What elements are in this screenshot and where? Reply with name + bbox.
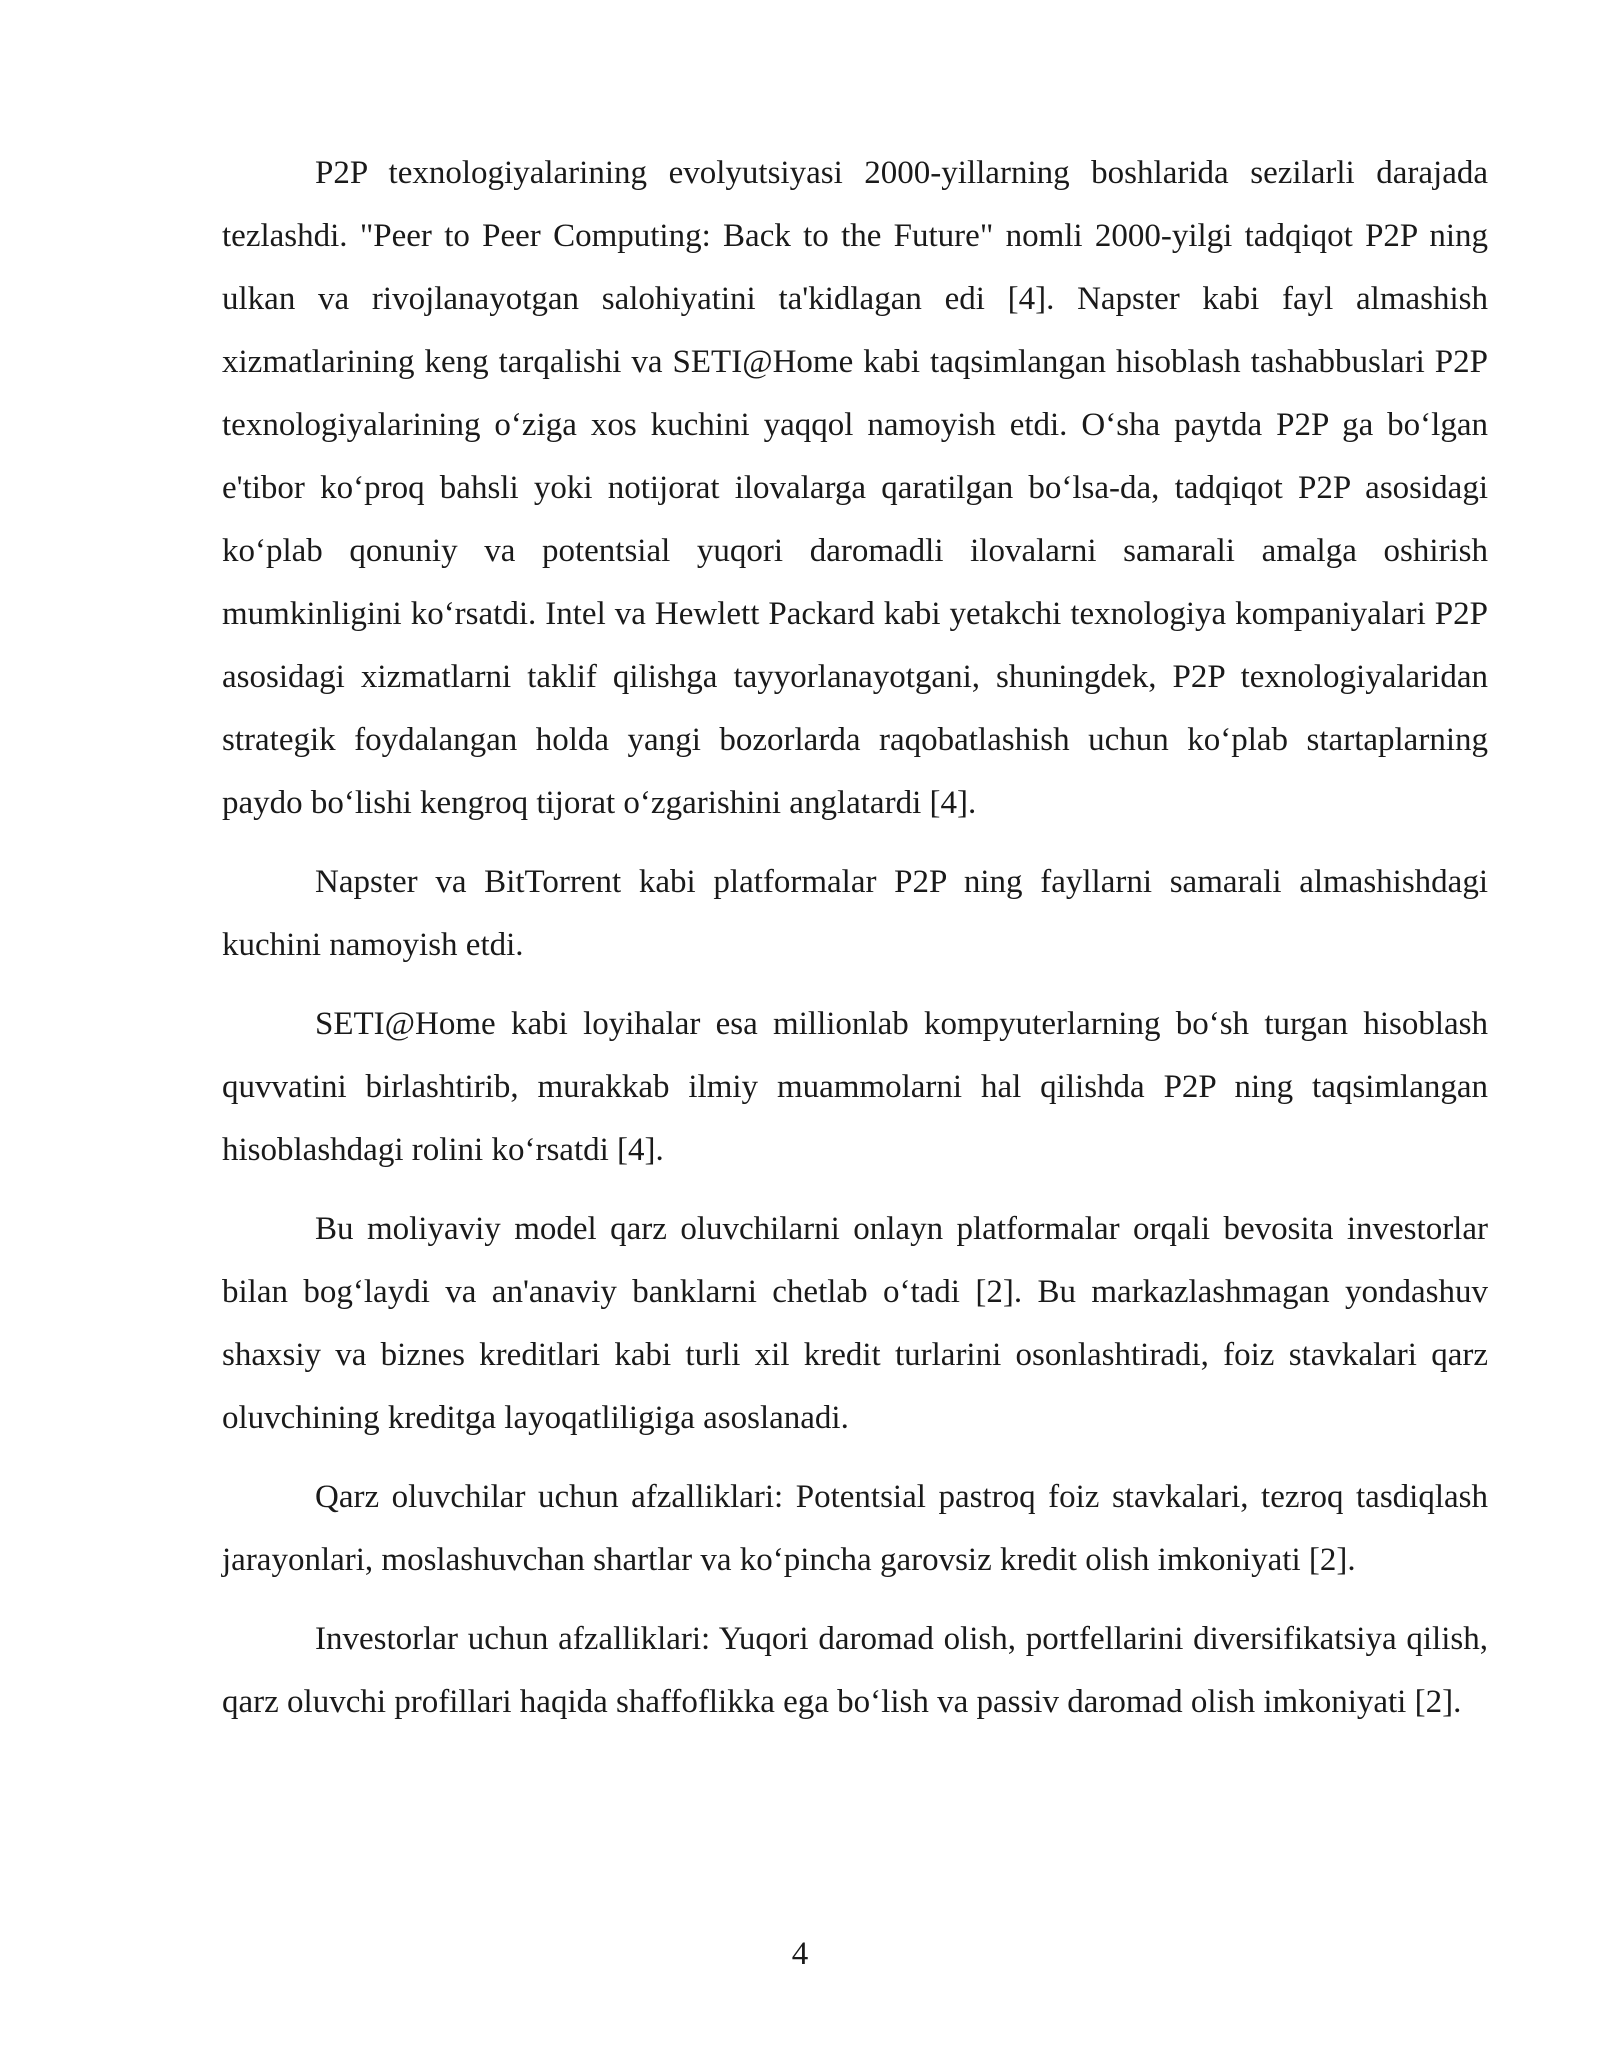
paragraph-borrower-benefits: Qarz oluvchilar uchun afzalliklari: Potentsial pastroq foiz stavkalari, tezroq tasdiqlash jarayonlari, moslashuvchan shartlar va koʻpincha garovsiz kredit olish imkoniyati [2]. bbox=[222, 1479, 1488, 1578]
paragraph-investor-benefits: Investorlar uchun afzalliklari: Yuqori daromad olish, portfellarini diversifikatsiya qilish, qarz oluvchi profillari haqida shaffoflikka ega boʻlish va passiv daromad olish imkoniyati [2]. bbox=[222, 1621, 1488, 1720]
paragraph-seti-home: SETI@Home kabi loyihalar esa millionlab kompyuterlarning boʻsh turgan hisoblash quvvatini birlashtirib, murakkab ilmiy muammolarni hal qilishda P2P ning taqsimlangan hisoblashdagi rolini koʻrsatdi [4]. bbox=[222, 1006, 1488, 1168]
paragraph-p2p-evolution: P2P texnologiyalarining evolyutsiyasi 2000-yillarning boshlarida sezilarli darajada tezlashdi. "Peer to Peer Computing: Back to the Future" nomli 2000-yilgi tadqiqot P2P ning ulkan va rivojlanayotgan salohiyatini ta'kidlagan edi [4]. Napster kabi fayl almashish xizmatlarining keng tarqalishi va SETI@Home kabi taqsimlangan hisoblash tashabbuslari P2P texnologiyalarining oʻziga xos kuchini yaqqol namoyish etdi. Oʻsha paytda P2P ga boʻlgan e'tibor koʻproq bahsli yoki notijorat ilovalarga qaratilgan boʻlsa-da, tadqiqot P2P asosidagi koʻplab qonuniy va potentsial yuqori daromadli ilovalarni samarali amalga oshirish mumkinligini koʻrsatdi. Intel va Hewlett Packard kabi yetakchi texnologiya kompaniyalari P2P asosidagi xizmatlarni taklif qilishga tayyorlanayotgani, shuningdek, P2P texnologiyalaridan strategik foydalangan holda yangi bozorlarda raqobatlashish uchun koʻplab startaplarning paydo boʻlishi kengroq tijorat oʻzgarishini anglatardi [4]. bbox=[222, 155, 1488, 821]
paragraph-napster-bittorrent: Napster va BitTorrent kabi platformalar P2P ning fayllarni samarali almashishdagi kuchini namoyish etdi. bbox=[222, 864, 1488, 963]
body-text bbox=[222, 142, 1488, 1750]
paragraph-financial-model: Bu moliyaviy model qarz oluvchilarni onlayn platformalar orqali bevosita investorlar bilan bogʻlaydi va an'anaviy banklarni chetlab oʻtadi [2]. Bu markazlashmagan yondashuv shaxsiy va biznes kreditlari kabi turli xil kredit turlarini osonlashtiradi, foiz stavkalari qarz oluvchining kreditga layoqatliligiga asoslanadi. bbox=[222, 1211, 1488, 1436]
page-number: 4 bbox=[791, 1936, 809, 1972]
